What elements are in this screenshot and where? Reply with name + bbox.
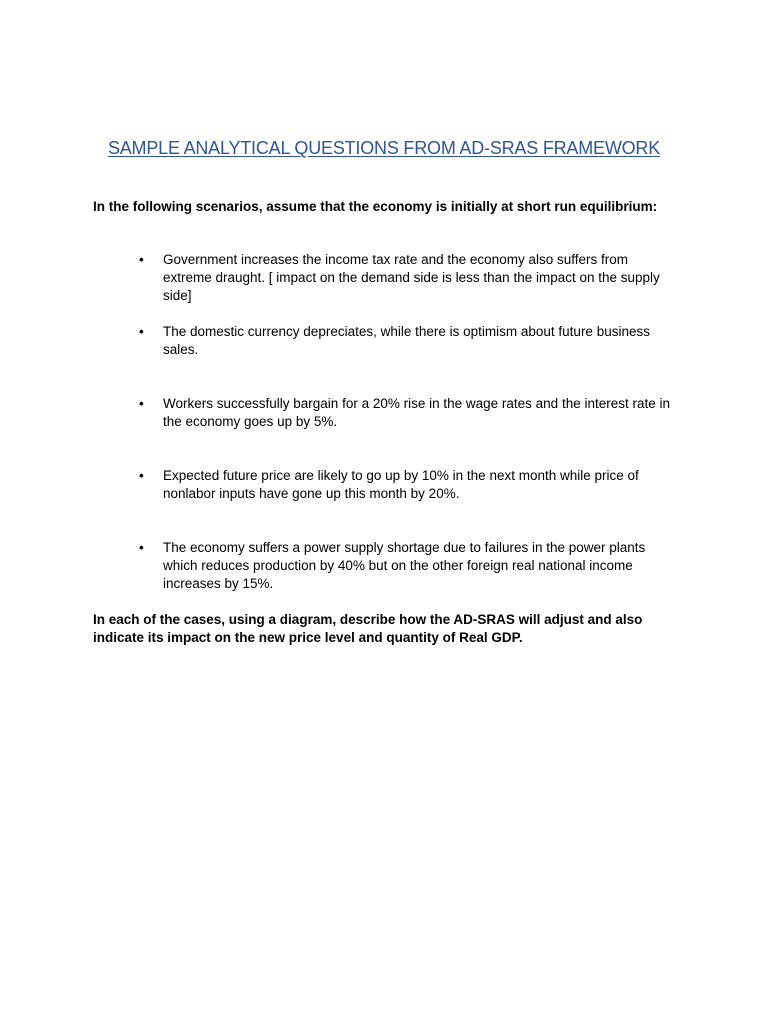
intro-paragraph: In the following scenarios, assume that the economy is initially at short run equilibrium: [93,199,658,214]
scenario-text: The economy suffers a power supply shortage due to failures in the power plants which reduces production by 40% but on the other foreign real national income increases by 15%. [163,540,646,591]
scenario-text: Expected future price are likely to go up by 10% in the next month while price of nonlabor inputs have gone up this month by 20%. [163,468,639,501]
document-title: SAMPLE ANALYTICAL QUESTIONS FROM AD-SRAS FRAMEWORK [107,138,661,158]
scenario-text: The domestic currency depreciates, while there is optimism about future business sales. [163,324,650,357]
bullet-icon: • [139,540,144,555]
scenario-text: Government increases the income tax rate and the economy also suffers from extreme draught. [ impact on the demand side is less than the impact on the supply side] [163,252,660,303]
bullet-icon: • [139,324,144,339]
scenario-text: Workers successfully bargain for a 20% rise in the wage rates and the interest rate in the economy goes up by 5%. [163,396,671,429]
bullet-icon: • [139,396,144,411]
bullet-icon: • [139,252,144,267]
closing-paragraph: In each of the cases, using a diagram, describe how the AD-SRAS will adjust and also indicate its impact on the new price level and quantity of Real GDP. [93,612,643,645]
bullet-icon: • [139,468,144,483]
